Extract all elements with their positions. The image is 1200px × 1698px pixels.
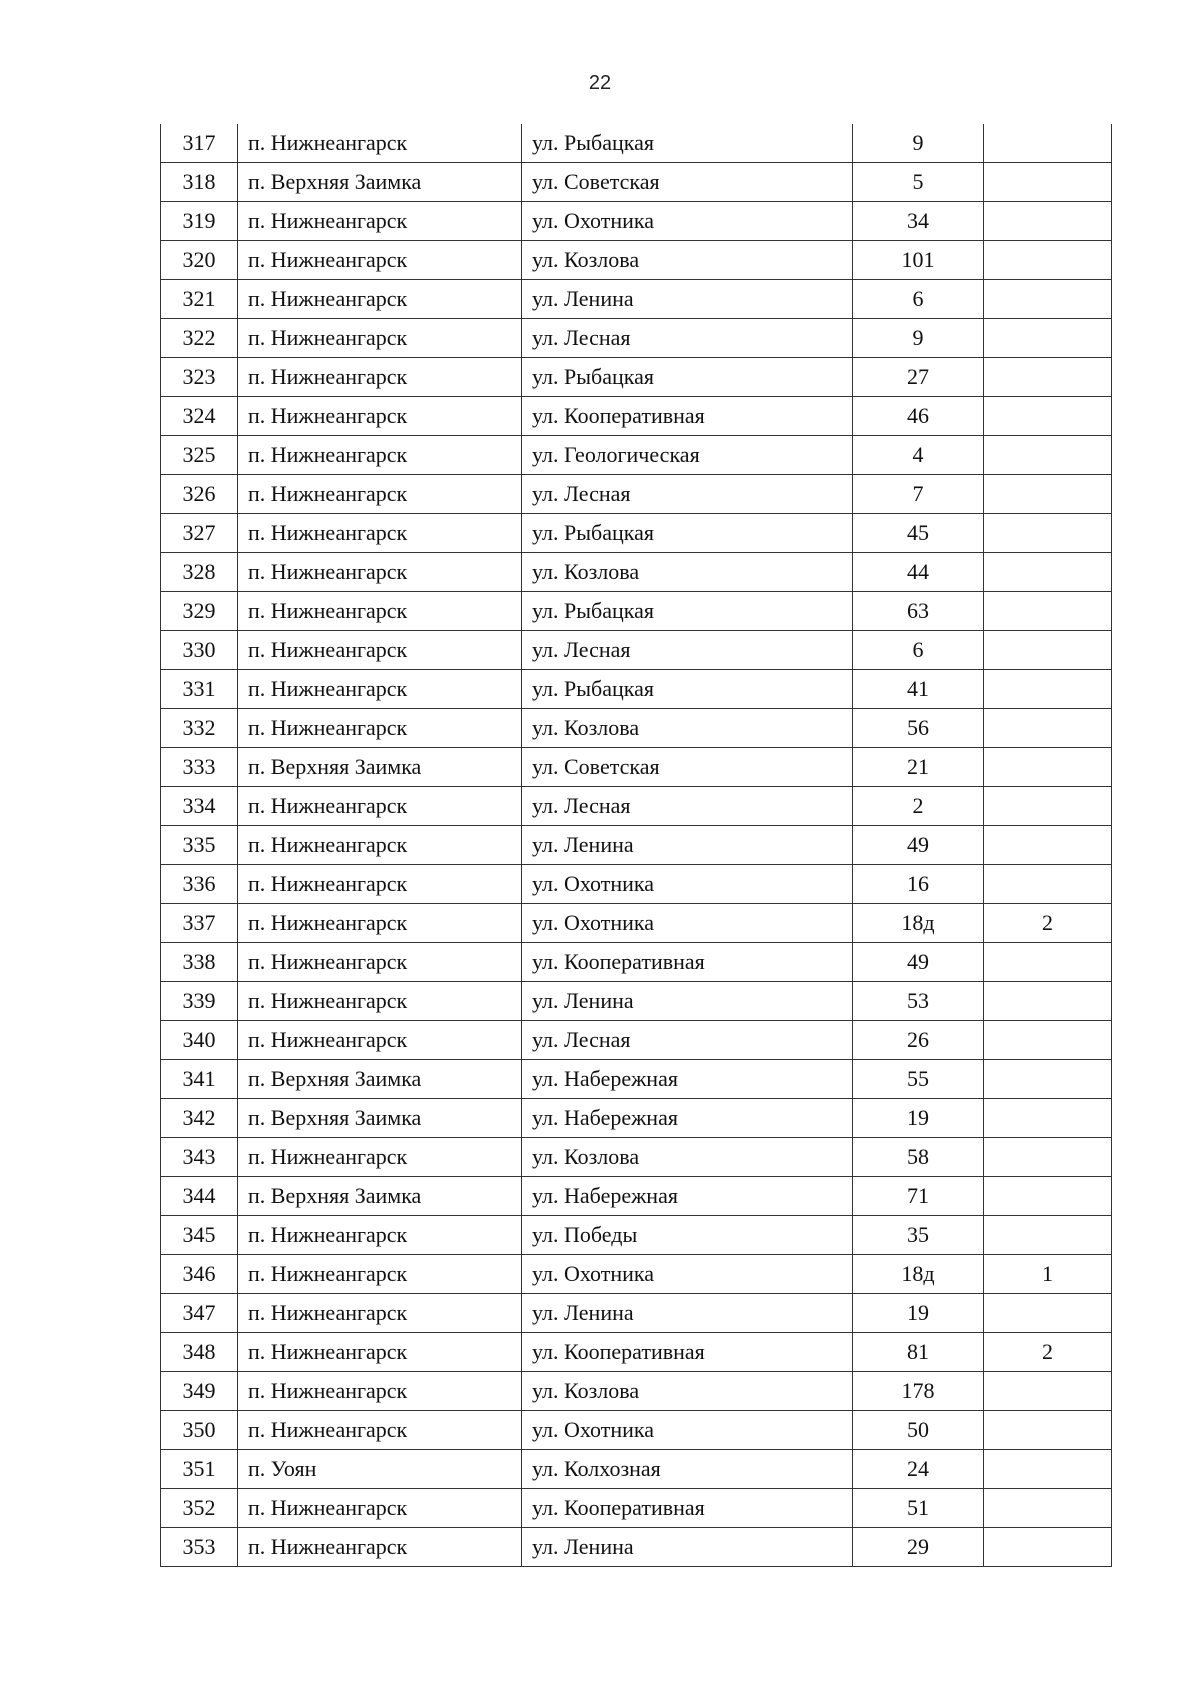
street-cell: ул. Ленина	[522, 280, 853, 319]
locality-cell: п. Верхняя Заимка	[238, 1177, 522, 1216]
locality-cell: п. Нижнеангарск	[238, 943, 522, 982]
extra-cell	[984, 202, 1112, 241]
street-cell: ул. Лесная	[522, 475, 853, 514]
row-number-cell: 344	[161, 1177, 238, 1216]
street-cell: ул. Лесная	[522, 1021, 853, 1060]
row-number-cell: 348	[161, 1333, 238, 1372]
extra-cell	[984, 592, 1112, 631]
table-row	[161, 865, 1112, 904]
table-row	[161, 1138, 1112, 1177]
street-cell: ул. Рыбацкая	[522, 124, 853, 163]
page-number: 22	[588, 72, 612, 94]
table-row	[161, 1099, 1112, 1138]
house-number-cell: 21	[853, 748, 984, 787]
street-cell: ул. Козлова	[522, 1138, 853, 1177]
row-number-cell: 353	[161, 1528, 238, 1567]
extra-cell	[984, 670, 1112, 709]
row-number-cell: 342	[161, 1099, 238, 1138]
locality-cell: п. Нижнеангарск	[238, 787, 522, 826]
extra-cell	[984, 1138, 1112, 1177]
row-number-cell: 334	[161, 787, 238, 826]
house-number-cell: 19	[853, 1099, 984, 1138]
table-row	[161, 397, 1112, 436]
extra-cell	[984, 826, 1112, 865]
street-cell: ул. Охотника	[522, 1255, 853, 1294]
house-number-cell: 18д	[853, 904, 984, 943]
street-cell: ул. Геологическая	[522, 436, 853, 475]
street-cell: ул. Козлова	[522, 1372, 853, 1411]
row-number-cell: 333	[161, 748, 238, 787]
locality-cell: п. Нижнеангарск	[238, 631, 522, 670]
table-row	[161, 1450, 1112, 1489]
extra-cell	[984, 1372, 1112, 1411]
locality-cell: п. Нижнеангарск	[238, 1021, 522, 1060]
house-number-cell: 9	[853, 319, 984, 358]
street-cell: ул. Козлова	[522, 709, 853, 748]
house-number-cell: 50	[853, 1411, 984, 1450]
locality-cell: п. Нижнеангарск	[238, 397, 522, 436]
locality-cell: п. Нижнеангарск	[238, 1528, 522, 1567]
address-table	[160, 124, 1112, 1567]
extra-cell	[984, 397, 1112, 436]
locality-cell: п. Верхняя Заимка	[238, 1099, 522, 1138]
street-cell: ул. Охотника	[522, 1411, 853, 1450]
extra-cell	[984, 475, 1112, 514]
street-cell: ул. Охотника	[522, 202, 853, 241]
house-number-cell: 51	[853, 1489, 984, 1528]
locality-cell: п. Нижнеангарск	[238, 1489, 522, 1528]
locality-cell: п. Нижнеангарск	[238, 670, 522, 709]
table-row	[161, 982, 1112, 1021]
house-number-cell: 24	[853, 1450, 984, 1489]
extra-cell	[984, 436, 1112, 475]
house-number-cell: 55	[853, 1060, 984, 1099]
locality-cell: п. Верхняя Заимка	[238, 748, 522, 787]
street-cell: ул. Ленина	[522, 1528, 853, 1567]
street-cell: ул. Ленина	[522, 1294, 853, 1333]
row-number-cell: 325	[161, 436, 238, 475]
table-row	[161, 1255, 1112, 1294]
street-cell: ул. Охотника	[522, 865, 853, 904]
row-number-cell: 328	[161, 553, 238, 592]
house-number-cell: 6	[853, 631, 984, 670]
street-cell: ул. Советская	[522, 163, 853, 202]
locality-cell: п. Нижнеангарск	[238, 475, 522, 514]
house-number-cell: 34	[853, 202, 984, 241]
extra-cell	[984, 982, 1112, 1021]
house-number-cell: 29	[853, 1528, 984, 1567]
house-number-cell: 44	[853, 553, 984, 592]
extra-cell	[984, 1411, 1112, 1450]
street-cell: ул. Набережная	[522, 1060, 853, 1099]
row-number-cell: 345	[161, 1216, 238, 1255]
street-cell: ул. Рыбацкая	[522, 592, 853, 631]
table-row	[161, 1177, 1112, 1216]
row-number-cell: 341	[161, 1060, 238, 1099]
row-number-cell: 329	[161, 592, 238, 631]
table-row	[161, 787, 1112, 826]
locality-cell: п. Нижнеангарск	[238, 280, 522, 319]
row-number-cell: 321	[161, 280, 238, 319]
table-row	[161, 670, 1112, 709]
street-cell: ул. Охотника	[522, 904, 853, 943]
row-number-cell: 343	[161, 1138, 238, 1177]
table-row	[161, 748, 1112, 787]
house-number-cell: 81	[853, 1333, 984, 1372]
extra-cell	[984, 319, 1112, 358]
table-row	[161, 1372, 1112, 1411]
street-cell: ул. Козлова	[522, 553, 853, 592]
table-row	[161, 1294, 1112, 1333]
locality-cell: п. Нижнеангарск	[238, 124, 522, 163]
table-row	[161, 1333, 1112, 1372]
table-row	[161, 943, 1112, 982]
row-number-cell: 320	[161, 241, 238, 280]
table-row	[161, 475, 1112, 514]
street-cell: ул. Лесная	[522, 631, 853, 670]
house-number-cell: 26	[853, 1021, 984, 1060]
house-number-cell: 178	[853, 1372, 984, 1411]
house-number-cell: 19	[853, 1294, 984, 1333]
table-row	[161, 1489, 1112, 1528]
street-cell: ул. Рыбацкая	[522, 514, 853, 553]
street-cell: ул. Кооперативная	[522, 943, 853, 982]
locality-cell: п. Нижнеангарск	[238, 982, 522, 1021]
row-number-cell: 350	[161, 1411, 238, 1450]
house-number-cell: 6	[853, 280, 984, 319]
house-number-cell: 101	[853, 241, 984, 280]
row-number-cell: 318	[161, 163, 238, 202]
street-cell: ул. Набережная	[522, 1177, 853, 1216]
locality-cell: п. Нижнеангарск	[238, 319, 522, 358]
extra-cell	[984, 748, 1112, 787]
street-cell: ул. Лесная	[522, 319, 853, 358]
row-number-cell: 347	[161, 1294, 238, 1333]
locality-cell: п. Уоян	[238, 1450, 522, 1489]
locality-cell: п. Нижнеангарск	[238, 1411, 522, 1450]
locality-cell: п. Нижнеангарск	[238, 709, 522, 748]
house-number-cell: 41	[853, 670, 984, 709]
table-row	[161, 826, 1112, 865]
extra-cell	[984, 1060, 1112, 1099]
locality-cell: п. Нижнеангарск	[238, 1333, 522, 1372]
row-number-cell: 340	[161, 1021, 238, 1060]
extra-cell	[984, 1216, 1112, 1255]
row-number-cell: 346	[161, 1255, 238, 1294]
house-number-cell: 63	[853, 592, 984, 631]
house-number-cell: 16	[853, 865, 984, 904]
locality-cell: п. Нижнеангарск	[238, 436, 522, 475]
row-number-cell: 338	[161, 943, 238, 982]
table-row	[161, 1411, 1112, 1450]
street-cell: ул. Колхозная	[522, 1450, 853, 1489]
locality-cell: п. Нижнеангарск	[238, 241, 522, 280]
table-row	[161, 553, 1112, 592]
extra-cell	[984, 241, 1112, 280]
table-row	[161, 280, 1112, 319]
table-row	[161, 358, 1112, 397]
street-cell: ул. Ленина	[522, 982, 853, 1021]
locality-cell: п. Нижнеангарск	[238, 1216, 522, 1255]
locality-cell: п. Нижнеангарск	[238, 1294, 522, 1333]
row-number-cell: 349	[161, 1372, 238, 1411]
street-cell: ул. Рыбацкая	[522, 358, 853, 397]
row-number-cell: 326	[161, 475, 238, 514]
table-row	[161, 904, 1112, 943]
locality-cell: п. Нижнеангарск	[238, 1255, 522, 1294]
table-row	[161, 202, 1112, 241]
table-row	[161, 592, 1112, 631]
extra-cell	[984, 1177, 1112, 1216]
house-number-cell: 49	[853, 943, 984, 982]
street-cell: ул. Кооперативная	[522, 1489, 853, 1528]
house-number-cell: 4	[853, 436, 984, 475]
row-number-cell: 351	[161, 1450, 238, 1489]
row-number-cell: 322	[161, 319, 238, 358]
table-row	[161, 1021, 1112, 1060]
row-number-cell: 339	[161, 982, 238, 1021]
house-number-cell: 18д	[853, 1255, 984, 1294]
row-number-cell: 323	[161, 358, 238, 397]
locality-cell: п. Верхняя Заимка	[238, 163, 522, 202]
row-number-cell: 327	[161, 514, 238, 553]
row-number-cell: 317	[161, 124, 238, 163]
house-number-cell: 5	[853, 163, 984, 202]
row-number-cell: 336	[161, 865, 238, 904]
locality-cell: п. Нижнеангарск	[238, 358, 522, 397]
table-row	[161, 163, 1112, 202]
street-cell: ул. Кооперативная	[522, 397, 853, 436]
table-row	[161, 241, 1112, 280]
locality-cell: п. Нижнеангарск	[238, 904, 522, 943]
extra-cell: 2	[984, 904, 1112, 943]
extra-cell	[984, 514, 1112, 553]
row-number-cell: 319	[161, 202, 238, 241]
extra-cell	[984, 1489, 1112, 1528]
street-cell: ул. Козлова	[522, 241, 853, 280]
locality-cell: п. Верхняя Заимка	[238, 1060, 522, 1099]
table-row	[161, 631, 1112, 670]
locality-cell: п. Нижнеангарск	[238, 514, 522, 553]
house-number-cell: 46	[853, 397, 984, 436]
extra-cell	[984, 553, 1112, 592]
table-row	[161, 1216, 1112, 1255]
table-body	[161, 124, 1112, 1567]
row-number-cell: 330	[161, 631, 238, 670]
table-row	[161, 514, 1112, 553]
street-cell: ул. Рыбацкая	[522, 670, 853, 709]
house-number-cell: 58	[853, 1138, 984, 1177]
house-number-cell: 49	[853, 826, 984, 865]
row-number-cell: 324	[161, 397, 238, 436]
extra-cell	[984, 631, 1112, 670]
extra-cell	[984, 280, 1112, 319]
row-number-cell: 352	[161, 1489, 238, 1528]
extra-cell	[984, 163, 1112, 202]
extra-cell	[984, 709, 1112, 748]
house-number-cell: 7	[853, 475, 984, 514]
extra-cell: 2	[984, 1333, 1112, 1372]
street-cell: ул. Советская	[522, 748, 853, 787]
table-row	[161, 1528, 1112, 1567]
house-number-cell: 53	[853, 982, 984, 1021]
extra-cell	[984, 1021, 1112, 1060]
table-row	[161, 709, 1112, 748]
locality-cell: п. Нижнеангарск	[238, 865, 522, 904]
row-number-cell: 332	[161, 709, 238, 748]
table-row	[161, 124, 1112, 163]
locality-cell: п. Нижнеангарск	[238, 826, 522, 865]
house-number-cell: 45	[853, 514, 984, 553]
extra-cell	[984, 1099, 1112, 1138]
table-row	[161, 1060, 1112, 1099]
row-number-cell: 335	[161, 826, 238, 865]
extra-cell	[984, 358, 1112, 397]
extra-cell	[984, 865, 1112, 904]
table-row	[161, 436, 1112, 475]
house-number-cell: 9	[853, 124, 984, 163]
row-number-cell: 331	[161, 670, 238, 709]
table-row	[161, 319, 1112, 358]
street-cell: ул. Лесная	[522, 787, 853, 826]
extra-cell	[984, 1294, 1112, 1333]
extra-cell	[984, 124, 1112, 163]
extra-cell	[984, 1528, 1112, 1567]
street-cell: ул. Ленина	[522, 826, 853, 865]
street-cell: ул. Кооперативная	[522, 1333, 853, 1372]
street-cell: ул. Победы	[522, 1216, 853, 1255]
extra-cell	[984, 1450, 1112, 1489]
house-number-cell: 27	[853, 358, 984, 397]
extra-cell: 1	[984, 1255, 1112, 1294]
street-cell: ул. Набережная	[522, 1099, 853, 1138]
row-number-cell: 337	[161, 904, 238, 943]
extra-cell	[984, 943, 1112, 982]
house-number-cell: 56	[853, 709, 984, 748]
locality-cell: п. Нижнеангарск	[238, 553, 522, 592]
house-number-cell: 71	[853, 1177, 984, 1216]
house-number-cell: 35	[853, 1216, 984, 1255]
house-number-cell: 2	[853, 787, 984, 826]
extra-cell	[984, 787, 1112, 826]
locality-cell: п. Нижнеангарск	[238, 202, 522, 241]
locality-cell: п. Нижнеангарск	[238, 592, 522, 631]
locality-cell: п. Нижнеангарск	[238, 1372, 522, 1411]
locality-cell: п. Нижнеангарск	[238, 1138, 522, 1177]
